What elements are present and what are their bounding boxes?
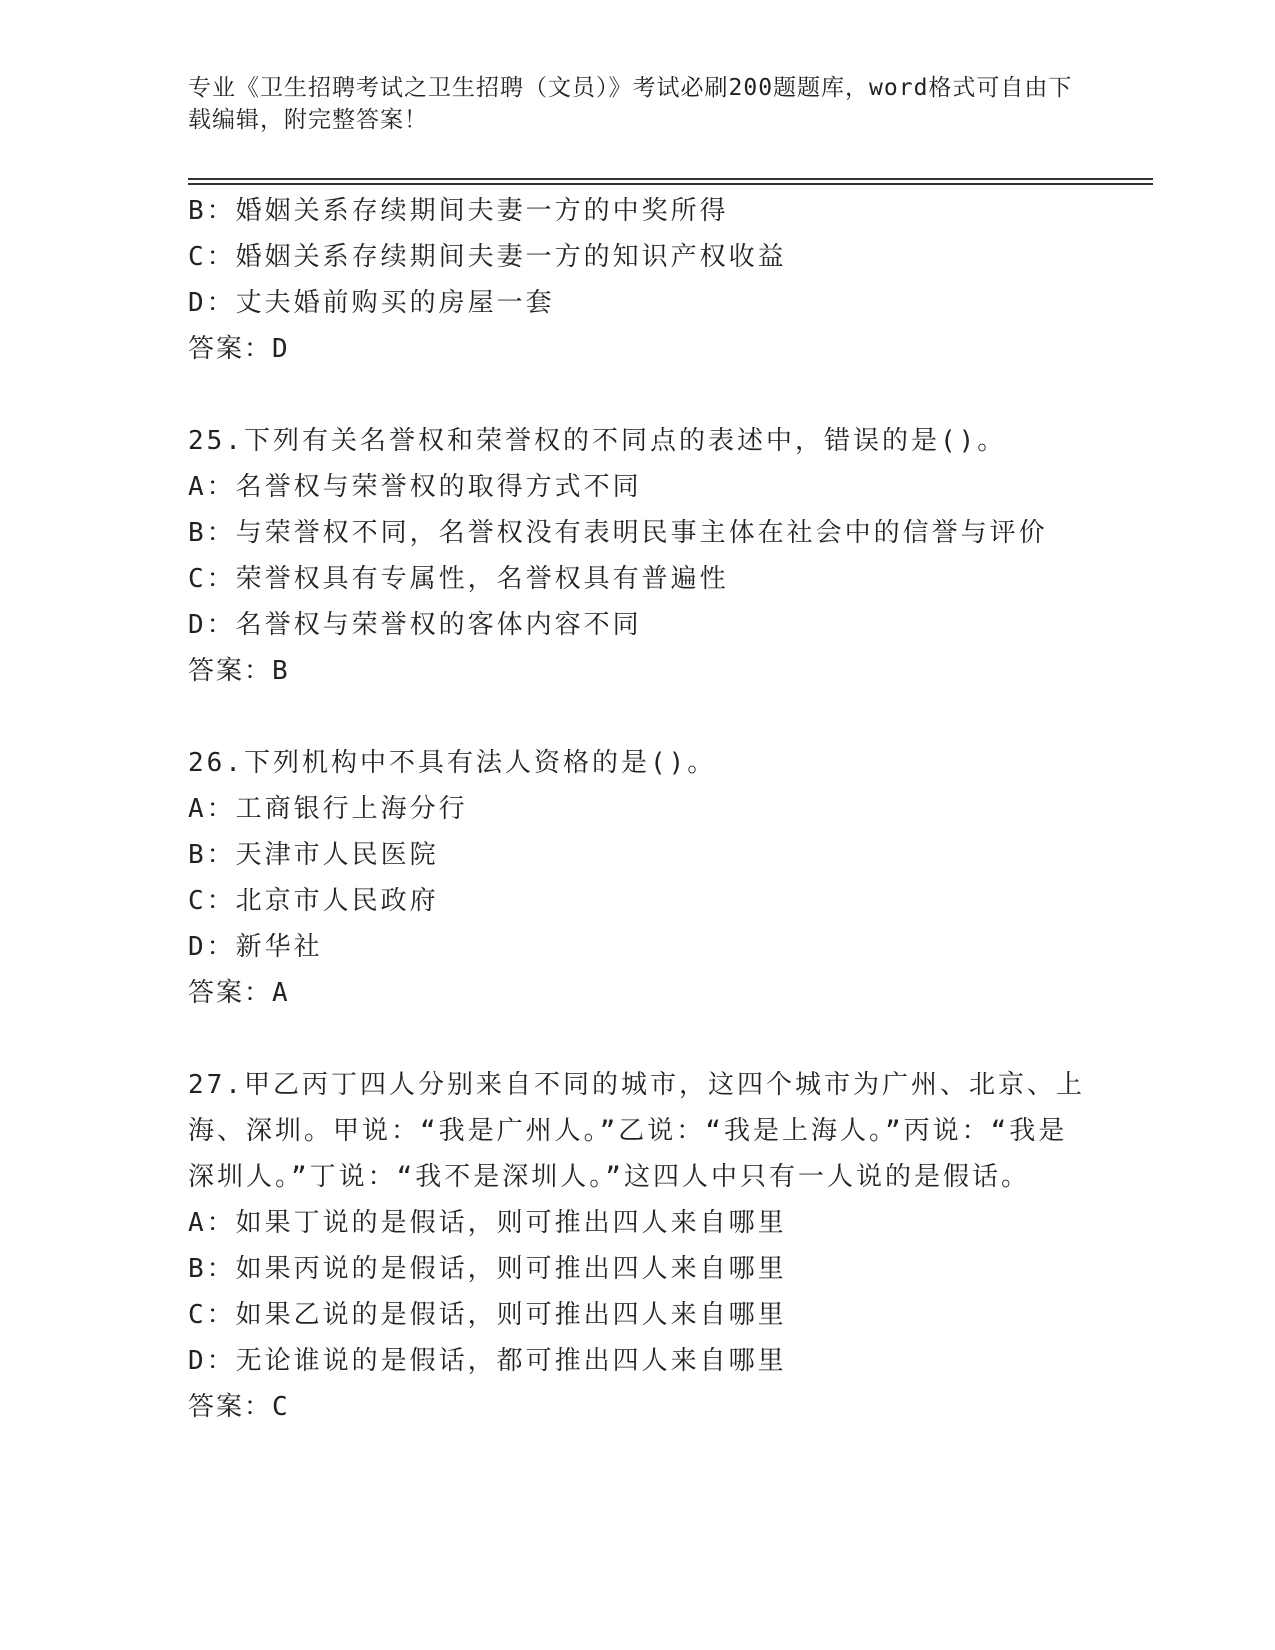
- option-c: C：如果乙说的是假话，则可推出四人来自哪里: [188, 1300, 787, 1330]
- question-block-27: [188, 1062, 1088, 1430]
- answer-line: 答案：D: [188, 334, 290, 364]
- question-stem: 26.下列机构中不具有法人资格的是()。: [188, 748, 717, 778]
- answer-line: 答案：A: [188, 978, 290, 1008]
- option-d: D：新华社: [188, 932, 323, 962]
- option-c: C：北京市人民政府: [188, 886, 439, 916]
- option-a: A：工商银行上海分行: [188, 794, 468, 824]
- option-d: D：无论谁说的是假话，都可推出四人来自哪里: [188, 1346, 787, 1376]
- question-block-24: [188, 188, 1088, 372]
- spacer: [188, 694, 1088, 740]
- option-c: C：荣誉权具有专属性，名誉权具有普遍性: [188, 564, 729, 594]
- option-d: D：名誉权与荣誉权的客体内容不同: [188, 610, 642, 640]
- question-stem: 27.甲乙丙丁四人分别来自不同的城市，这四个城市为广州、北京、上海、深圳。甲说：“我是广州人。”乙说：“我是上海人。”丙说：“我是深圳人。”丁说：“我不是深圳人。”这四人中只有一人说的是假话。: [188, 1070, 1085, 1192]
- document-header: 专业《卫生招聘考试之卫生招聘（文员）》考试必刷200题题库，word格式可自由下载编辑，附完整答案！: [188, 75, 1073, 133]
- option-a: A：如果丁说的是假话，则可推出四人来自哪里: [188, 1208, 787, 1238]
- question-block-26: [188, 740, 1088, 1016]
- option-c: C：婚姻关系存续期间夫妻一方的知识产权收益: [188, 242, 787, 272]
- option-b: B：天津市人民医院: [188, 840, 439, 870]
- header-divider-bottom: [188, 183, 1153, 185]
- option-b: B：与荣誉权不同，名誉权没有表明民事主体在社会中的信誉与评价: [188, 518, 1048, 548]
- spacer: [188, 372, 1088, 418]
- option-b: B：如果丙说的是假话，则可推出四人来自哪里: [188, 1254, 787, 1284]
- question-block-25: [188, 418, 1088, 694]
- option-d: D：丈夫婚前购买的房屋一套: [188, 288, 555, 318]
- answer-line: 答案：B: [188, 656, 290, 686]
- option-a: A：名誉权与荣誉权的取得方式不同: [188, 472, 642, 502]
- question-list: [188, 188, 1088, 1430]
- spacer: [188, 1016, 1088, 1062]
- option-b: B：婚姻关系存续期间夫妻一方的中奖所得: [188, 196, 729, 226]
- answer-line: 答案：C: [188, 1392, 290, 1422]
- question-stem: 25.下列有关名誉权和荣誉权的不同点的表述中，错误的是()。: [188, 426, 1007, 456]
- header-divider-top: [188, 178, 1153, 180]
